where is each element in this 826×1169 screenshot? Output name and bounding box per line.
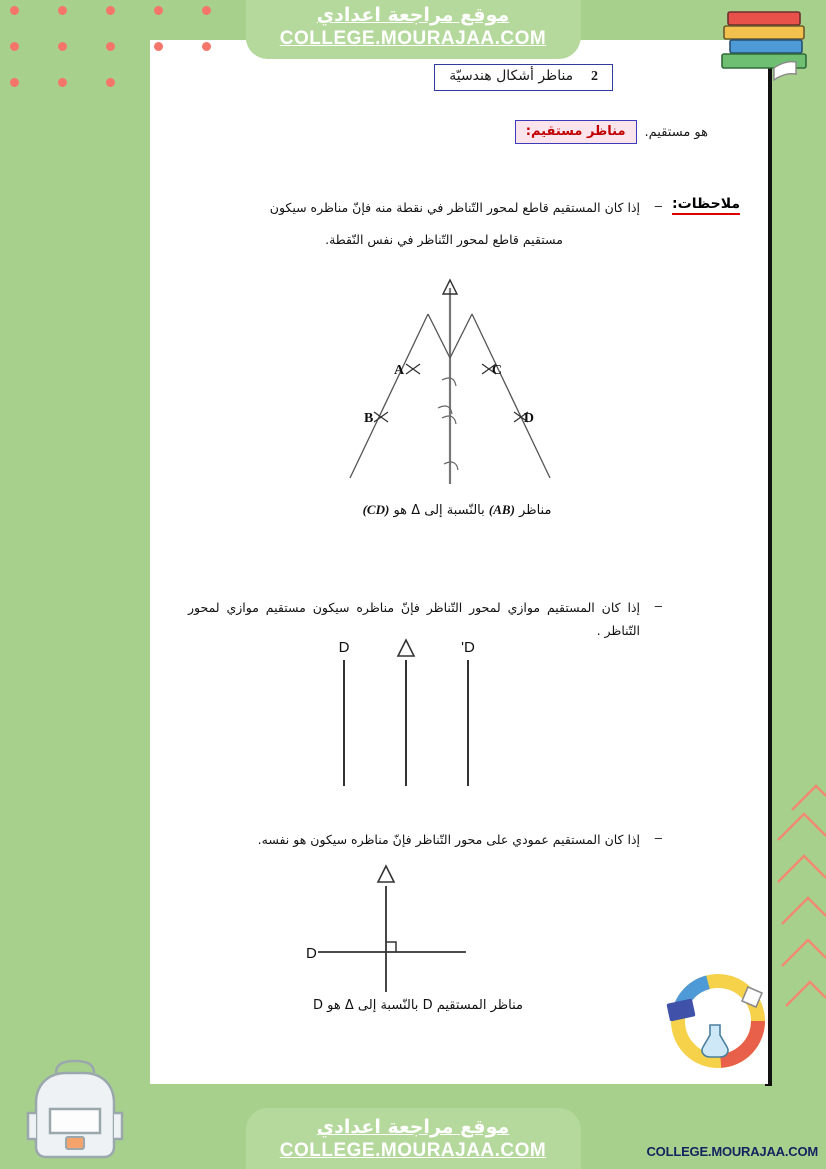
- header-banner: [246, 0, 581, 59]
- definition-term-box: مناظر مستقيم:: [515, 120, 637, 144]
- caption-3-axis: Δ: [344, 998, 354, 1013]
- note-2-bullet: –: [654, 598, 662, 613]
- definition-body: هو مستقيم.: [644, 124, 708, 140]
- note-1-line-1: إذا كان المستقيم قاطع لمحور التّناظر في نقطة منه فإنّ مناظره سيكون: [269, 200, 640, 215]
- lesson-title: مناظر أشكال هندسيّة: [449, 68, 574, 84]
- decorative-dot: [58, 6, 67, 15]
- decorative-dot: [202, 6, 211, 15]
- figure-3-caption: [278, 998, 558, 1013]
- note-3-bullet: –: [654, 830, 662, 845]
- footer-site-url: COLLEGE.MOURAJAA.COM: [279, 1140, 547, 1162]
- caption-1-ab: (AB): [488, 502, 515, 517]
- books-icon: [714, 4, 818, 82]
- svg-text:D': D': [461, 639, 475, 656]
- decorative-dot: [10, 78, 19, 87]
- definition-row: [515, 120, 708, 144]
- decorative-dot: [154, 42, 163, 51]
- svg-text:C: C: [491, 363, 502, 378]
- caption-3-pre: مناظر المستقيم: [436, 998, 523, 1013]
- caption-1-pre: مناظر: [519, 503, 552, 518]
- note-1-bullet: –: [654, 198, 662, 213]
- caption-3-d: D: [422, 998, 433, 1013]
- svg-text:A: A: [394, 363, 405, 378]
- decorative-dot: [10, 42, 19, 51]
- decorative-dot: [202, 42, 211, 51]
- svg-text:B: B: [364, 411, 374, 426]
- caption-3-d2: D: [313, 998, 324, 1013]
- figure-1-caption: [342, 502, 572, 518]
- figure-intersecting-lines: [332, 272, 572, 492]
- lesson-title-box: [434, 64, 613, 91]
- decorative-dot: [10, 6, 19, 15]
- header-site-url: COLLEGE.MOURAJAA.COM: [279, 27, 547, 49]
- caption-1-mid: بالنّسبة إلى: [424, 503, 485, 518]
- caption-1-cd: (CD): [362, 502, 390, 517]
- page-frame-left: [0, 0, 150, 1169]
- footer-site-name: موقع مراجعة اعدادي: [316, 1116, 510, 1139]
- svg-text:D: D: [338, 639, 350, 656]
- decorative-dot: [154, 6, 163, 15]
- caption-3-is: هو: [327, 998, 341, 1013]
- decorative-dot: [106, 6, 115, 15]
- caption-1-axis: Δ: [411, 503, 421, 518]
- chevron-decoration-top: [768, 762, 826, 832]
- note-1-line-2: مستقيم قاطع لمحور التّناظر في نفس النّقطة.: [325, 232, 563, 247]
- decorative-dot: [106, 78, 115, 87]
- decorative-dot: [106, 42, 115, 51]
- decorative-dot: [58, 78, 67, 87]
- lesson-number: 2: [591, 69, 598, 84]
- note-3-line-1: إذا كان المستقيم عمودي على محور التّناظر فإنّ مناظره سيكون هو نفسه.: [257, 832, 640, 847]
- note-2-line-1: إذا كان المستقيم موازي لمحور التّناظر فإنّ مناظره سيكون مستقيم موازي لمحور التّناظر .: [188, 600, 640, 639]
- notes-label: ملاحظات:: [672, 196, 740, 215]
- figure-perpendicular-line: [288, 864, 478, 994]
- caption-1-is: هو: [393, 503, 408, 518]
- backpack-icon: [16, 1059, 134, 1163]
- corner-watermark: COLLEGE.MOURAJAA.COM: [646, 1144, 818, 1159]
- worksheet-page: [150, 40, 768, 1084]
- svg-text:D: D: [306, 945, 317, 962]
- caption-3-mid: بالنّسبة إلى: [357, 998, 419, 1013]
- science-badge-icon: [662, 965, 774, 1077]
- header-site-name: موقع مراجعة اعدادي: [316, 4, 510, 26]
- decorative-dot: [58, 42, 67, 51]
- svg-text:D: D: [523, 411, 534, 426]
- figure-parallel-lines: [308, 638, 488, 788]
- footer-banner: [246, 1108, 581, 1169]
